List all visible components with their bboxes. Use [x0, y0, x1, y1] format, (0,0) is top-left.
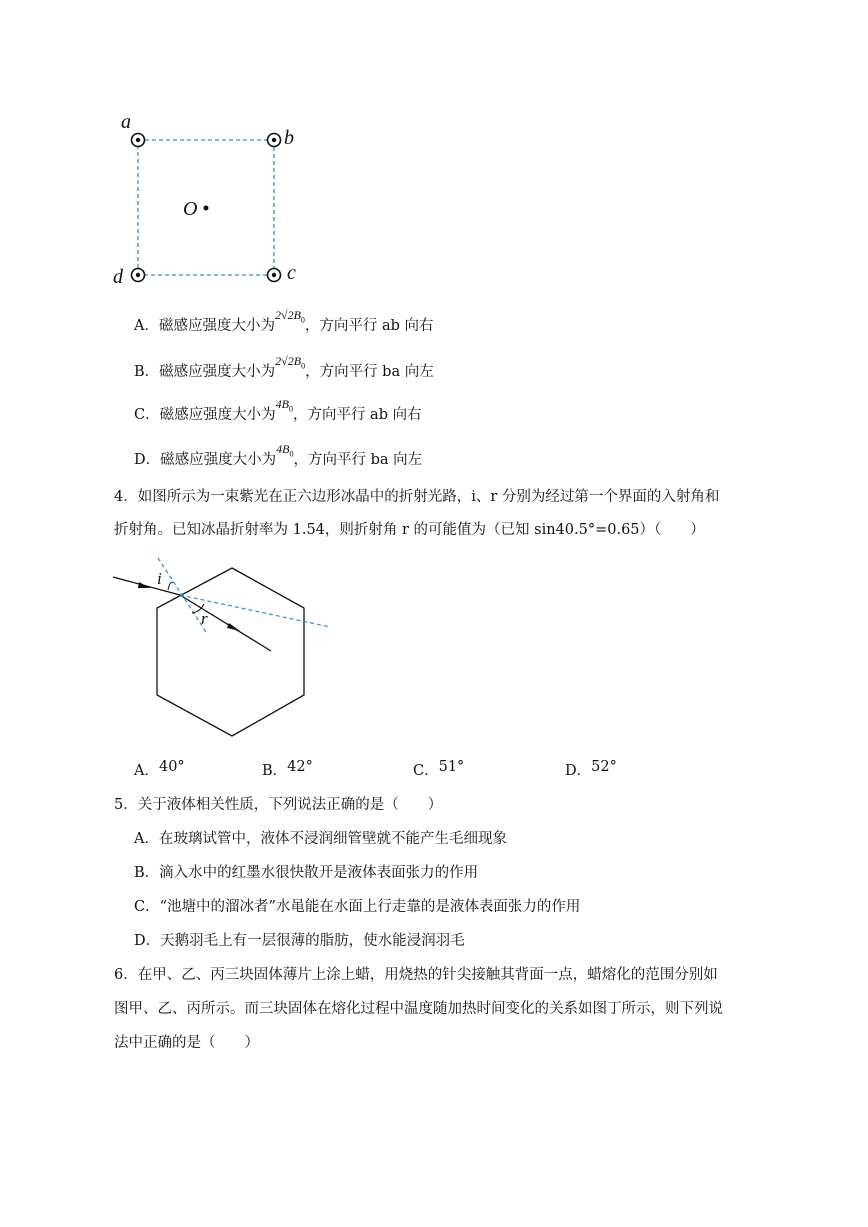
formula	[276, 397, 293, 418]
q4-option-d	[565, 759, 617, 780]
current-out-of-page-d	[132, 269, 145, 282]
q4-option-c	[413, 759, 464, 780]
label-i: i	[157, 569, 162, 588]
formula-main: 2√2B	[275, 354, 302, 368]
formula-main: 4B	[275, 397, 289, 411]
option-text-tail: ，方向平行 ab 向右	[304, 318, 434, 334]
hexagon-crystal	[157, 568, 304, 736]
option-text-tail: ，方向平行 ba 向左	[293, 452, 423, 468]
current-out-of-page-c	[268, 269, 281, 282]
incident-arrow-icon	[138, 582, 150, 588]
q3-option-a	[134, 308, 434, 335]
q3-option-b	[134, 354, 434, 381]
formula-subscript: 0	[289, 449, 294, 459]
q5-option-a: A．在玻璃试管中，液体不浸润细管壁就不能产生毛细现象	[134, 831, 507, 847]
q4-option-b	[262, 759, 313, 780]
formula	[275, 308, 305, 329]
option-letter: D．	[565, 763, 592, 779]
label-r: r	[201, 609, 208, 628]
q6-stem-line-3: 法中正确的是（ ）	[114, 1035, 259, 1051]
q5-option-c: C．“池塘中的溜冰者”水黾能在水面上行走靠的是液体表面张力的作用	[134, 899, 581, 915]
label-o: O	[183, 198, 198, 220]
label-b: b	[284, 127, 294, 149]
option-value: 42°	[287, 759, 313, 775]
q3-option-c	[134, 397, 422, 424]
label-a: a	[121, 111, 131, 133]
current-out-of-page-a	[132, 134, 145, 147]
option-letter: A．	[134, 763, 159, 779]
formula-subscript: 0	[300, 315, 305, 325]
option-letter: C．	[413, 763, 439, 779]
label-c: c	[287, 262, 296, 284]
option-text: 磁感应强度大小为	[158, 318, 275, 334]
q5-option-b: B．滴入水中的红墨水很快散开是液体表面张力的作用	[134, 865, 479, 881]
formula-subscript: 0	[288, 404, 293, 414]
refracted-arrow-icon	[227, 623, 240, 631]
current-out-of-page-b	[268, 134, 281, 147]
center-point-o	[204, 206, 209, 211]
option-text: 磁感应强度大小为	[159, 364, 276, 380]
formula	[275, 354, 305, 375]
label-d: d	[113, 266, 123, 288]
option-text-tail: ，方向平行 ab 向右	[292, 407, 422, 423]
formula	[276, 442, 293, 463]
hexagon-refraction-figure	[108, 550, 340, 745]
option-letter: C．	[134, 407, 160, 423]
refracted-ray	[180, 595, 271, 651]
option-value: 40°	[158, 759, 185, 775]
formula-subscript: 0	[301, 361, 306, 371]
option-value: 51°	[438, 759, 465, 775]
option-text: 磁感应强度大小为	[160, 452, 277, 468]
option-letter: B．	[262, 763, 288, 779]
option-text-tail: ，方向平行 ba 向左	[305, 364, 434, 380]
q6-stem-line-1: 6．在甲、乙、丙三块固体薄片上涂上蜡，用烧热的针尖接触其背面一点，蜡熔化的范围分别如	[114, 967, 718, 983]
formula-main: 4B	[276, 442, 290, 456]
q4-stem-line-2: 折射角。已知冰晶折射率为 1.54，则折射角 r 的可能值为（已知 sin40.5°=0.65）（ ）	[114, 522, 705, 538]
angle-i-arc	[168, 582, 173, 590]
incident-ray	[113, 577, 180, 595]
formula-main: 2√2B	[274, 308, 301, 322]
q3-option-d	[134, 442, 423, 469]
option-letter: A．	[134, 318, 159, 334]
q4-option-a	[134, 759, 185, 780]
q5-option-d: D．天鹅羽毛上有一层很薄的脂肪，使水能浸润羽毛	[134, 933, 465, 949]
option-letter: B．	[134, 364, 160, 380]
q5-stem: 5．关于液体相关性质，下列说法正确的是（ ）	[114, 797, 443, 813]
option-value: 52°	[591, 759, 617, 775]
option-letter: D．	[134, 452, 161, 468]
q4-stem-line-1: 4．如图所示为一束紫光在正六边形冰晶中的折射光路，i、r 分别为经过第一个界面的入射角和	[114, 489, 720, 505]
option-text: 磁感应强度大小为	[159, 407, 276, 423]
q6-stem-line-2: 图甲、乙、丙所示。而三块固体在熔化过程中温度随加热时间变化的关系如图丁所示，则下列说	[114, 1001, 723, 1017]
